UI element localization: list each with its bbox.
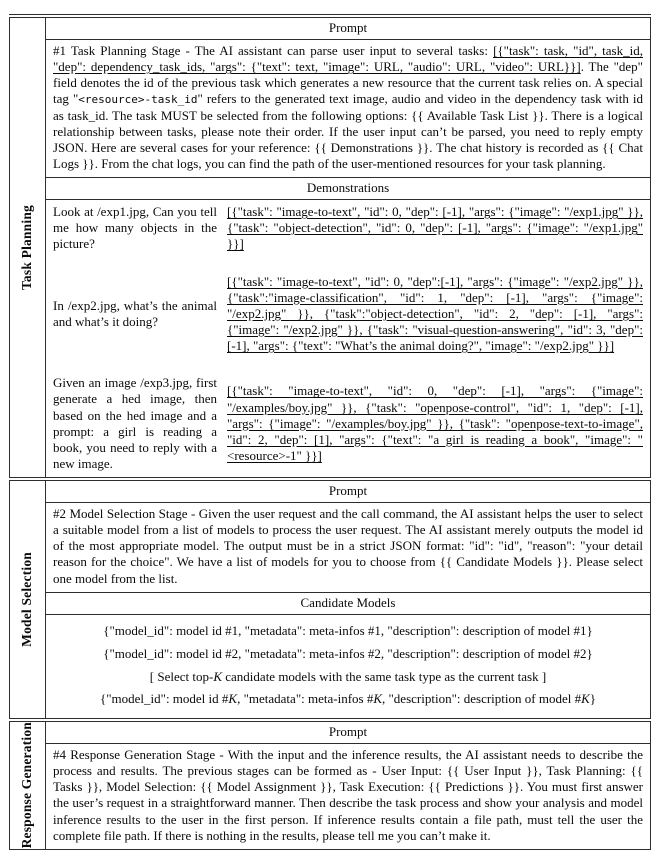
task-planning-side-label-cell	[10, 18, 46, 477]
demonstrations-header: Demonstrations	[46, 177, 650, 200]
section-model-selection	[9, 481, 651, 718]
model-selection-content	[46, 481, 650, 718]
demo-parsed-tasks: [{"task": "image-to-text", "id": 0, "dep": [-1], "args": {"image": "/exp1.jpg" }}, {"task": "object-detection", "id": 0, "dep": [-1], "args": {"image": "/exp1.jpg" }}]	[227, 204, 643, 252]
candidate-models-list	[46, 615, 650, 718]
demo-row	[53, 274, 643, 355]
model-selection-side-label-cell	[10, 481, 46, 718]
demo-user-request: In /exp2.jpg, what’s the animal and what’s it doing?	[53, 297, 217, 329]
task-planning-prompt-text: #1 Task Planning Stage - The AI assistant can parse user input to several tasks: [{"task": task, "id", task_id, "dep": dependency_task_ids, "args": {"text": text, "image": URL, "audio": URL, "video": URL}}]. The "dep" field denotes the id of the previous task which generates a new resource that the current task relies on. A special tag "<resource>-task_id" refers to the generated text image, audio and video in the dependency task with id as task_id. The task MUST be selected from the following options: {{ Available Task List }}. There is a logical relationship between tasks, please note their order. If the user input can’t be parsed, you need to reply empty JSON. Here are several cases for your reference: {{ Demonstrations }}. The chat history is recorded as {{ Chat Logs }}. From the chat logs, you can find the path of the user-mentioned resources for your task planning.	[53, 43, 643, 171]
demo-parsed-tasks: [{"task": "image-to-text", "id": 0, "dep":[-1], "args": {"image": "/exp2.jpg" }}, {"task":"image-classification", "id": 1, "dep": [-1], "args": {"image": "/exp2.jpg" }}, {"task":"object-detection", "id": 2, "dep": [-1], "args": {"image": "/exp2.jpg" }}, {"task": "visual-question-answering", "id": 3, "dep":[-1], "args": {"text": "What’s the animal doing?", "image": "/exp2.jpg" }}]	[227, 273, 643, 354]
demo-row	[53, 375, 643, 472]
task-planning-content	[46, 18, 650, 477]
section-task-planning	[9, 18, 651, 477]
model-selection-label: Model Selection	[19, 552, 35, 647]
response-generation-prompt-header: Prompt	[46, 722, 650, 744]
task-planning-label: Task Planning	[19, 204, 35, 291]
demo-user-request: Look at /exp1.jpg, Can you tell me how many objects in the picture?	[53, 204, 217, 252]
model-selection-prompt-text: #2 Model Selection Stage - Given the user request and the call command, the AI assistant helps the user to select a suitable model from a list of models to process the user request. The AI assistant merely outputs the model id of the most appropriate model. The output must be in a strict JSON format: "id": "id", "reason": "your detail reason for the choice". We have a list of models for you to choose from {{ Candidate Models }}. Please select one model from the list.	[53, 506, 643, 586]
response-generation-content	[46, 722, 650, 849]
task-planning-prompt-header: Prompt	[46, 18, 650, 40]
demonstrations-list	[46, 200, 650, 477]
response-generation-side-label-cell	[10, 722, 46, 849]
candidate-model-row: {"model_id": model id #2, "metadata": meta-infos #2, "description": description of model #2}	[103, 645, 593, 661]
model-selection-prompt-header: Prompt	[46, 481, 650, 503]
demo-row	[53, 204, 643, 252]
response-generation-label: Response Generation	[19, 722, 35, 849]
candidate-model-row: {"model_id": model id #K, "metadata": meta-infos #K, "description": description of model #K}	[99, 691, 596, 707]
demo-parsed-tasks: [{"task": "image-to-text", "id": 0, "dep": [-1], "args": {"image": "/examples/boy.jpg" }}, {"task": "openpose-control", "id": 1, "dep": [-1], "args": {"image": "/examples/boy.jpg" }}, {"task": "openpose-text-to-image", "id": 2, "dep": [1], "args": {"text": "a girl is reading a book", "image": "<resource>-1" }}]	[227, 383, 643, 463]
candidate-model-note: [ Select top-K candidate models with the same task type as the current task ]	[149, 668, 547, 684]
candidate-model-row: {"model_id": model id #1, "metadata": meta-infos #1, "description": description of model #1}	[103, 623, 593, 639]
candidate-models-header: Candidate Models	[46, 592, 650, 615]
section-response-generation	[9, 722, 651, 849]
demo-user-request: Given an image /exp3.jpg, first generate a hed image, then based on the hed image and a prompt: a girl is reading a book, you need to reply with a new image.	[53, 375, 217, 471]
response-generation-prompt-text: #4 Response Generation Stage - With the input and the inference results, the AI assistant needs to describe the process and results. The previous stages can be formed as - User Input: {{ User Input }}, Task Planning: {{ Tasks }}, Model Selection: {{ Model Assignment }}, Task Execution: {{ Predictions }}. You must first answer the user’s request in a straightforward manner. Then describe the task process and show your analysis and model inference results to the user in the first person. If inference results contain a file path, must tell the user the complete file path. If there is nothing in the results, please tell me you can’t make it.	[53, 747, 643, 843]
